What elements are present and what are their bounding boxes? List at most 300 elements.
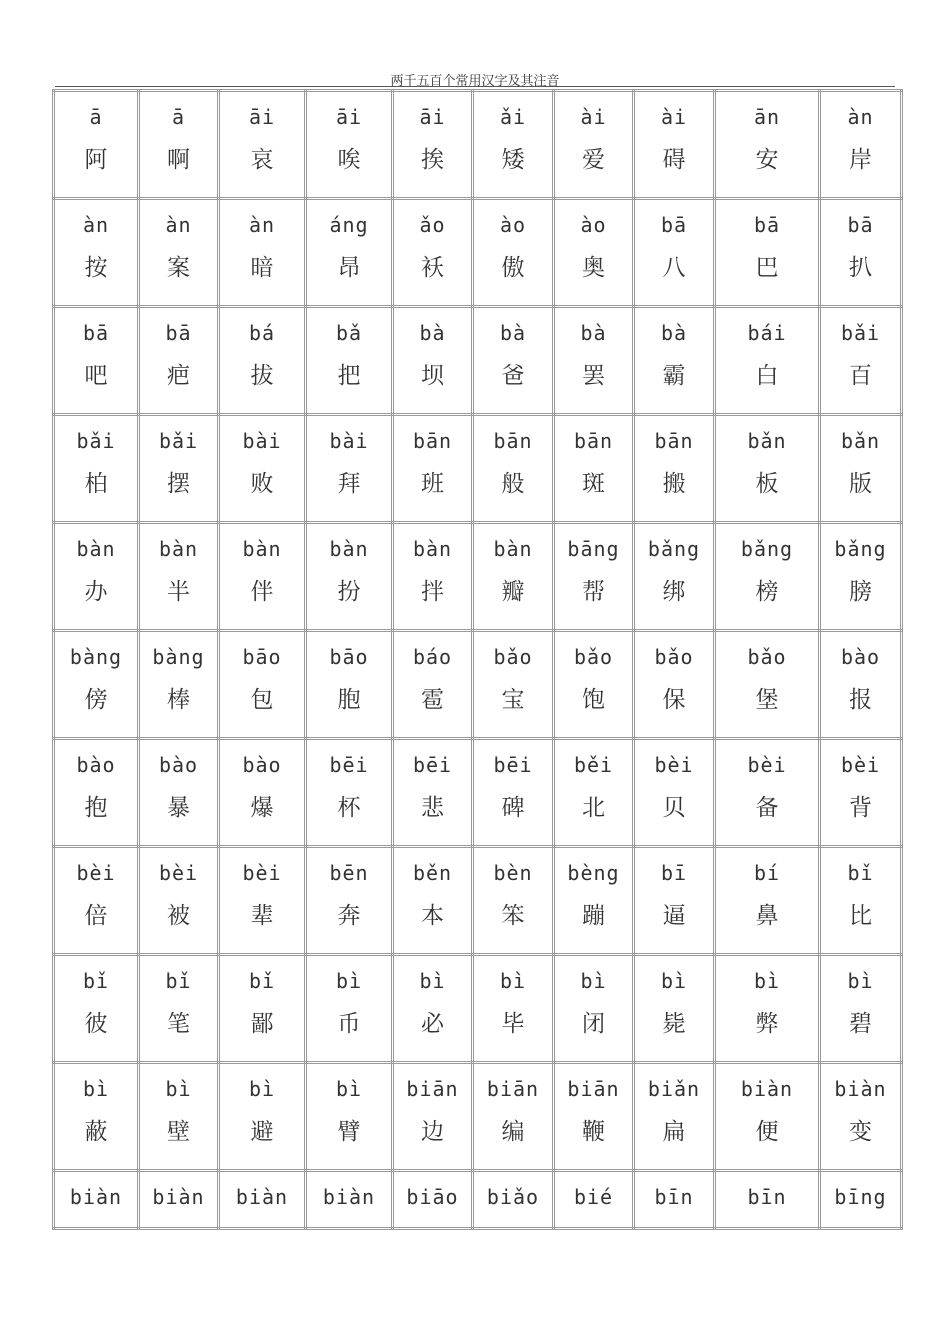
- pinyin-label: bì: [82, 1077, 110, 1101]
- pinyin-label: áng: [329, 213, 369, 237]
- pinyin-label: biāo: [406, 1185, 459, 1209]
- pinyin-label: bì: [499, 969, 527, 993]
- char-cell: [54, 415, 139, 523]
- char-cell: [554, 1063, 634, 1171]
- hanzi-character: 吧: [84, 363, 108, 389]
- pinyin-label: ào: [580, 213, 607, 237]
- pinyin-label: bèi: [747, 753, 787, 777]
- pinyin-label: běn: [412, 861, 453, 885]
- char-cell: [139, 91, 219, 199]
- pinyin-label: běi: [573, 753, 614, 777]
- char-cell: [139, 415, 219, 523]
- char-cell: [820, 91, 902, 199]
- hanzi-character: 北: [582, 795, 605, 821]
- hanzi-character: 瓣: [501, 579, 525, 605]
- hanzi-character: 蹦: [582, 903, 605, 929]
- hanzi-character: 碑: [501, 795, 525, 821]
- page-title: 两千五百个常用汉字及其注音: [390, 74, 560, 89]
- char-cell: [473, 955, 554, 1063]
- pinyin-label: bì: [335, 969, 363, 993]
- hanzi-character: 堡: [755, 687, 779, 713]
- hanzi-character: 碍: [662, 147, 686, 173]
- pinyin-label: biǎn: [647, 1077, 701, 1101]
- pinyin-label: bàng: [152, 645, 205, 669]
- char-cell: [219, 523, 306, 631]
- char-cell: [473, 523, 554, 631]
- pinyin-label: bài: [242, 429, 282, 453]
- char-cell: [306, 631, 393, 739]
- pinyin-label: bàn: [158, 537, 199, 561]
- char-cell: [473, 1063, 554, 1171]
- pinyin-label: bà: [660, 321, 688, 345]
- pinyin-label: bǐ: [248, 969, 276, 993]
- char-cell: [820, 307, 902, 415]
- pinyin-label: bǎo: [573, 645, 614, 669]
- pinyin-label: bèi: [76, 861, 116, 885]
- char-cell: [54, 739, 139, 847]
- char-cell: [139, 631, 219, 739]
- table-row: [54, 415, 902, 523]
- hanzi-character: 雹: [421, 687, 444, 713]
- hanzi-character: 拔: [250, 363, 274, 389]
- char-cell: [393, 1171, 473, 1229]
- hanzi-character: 疤: [167, 363, 190, 389]
- pinyin-label: àn: [248, 213, 276, 237]
- pinyin-label: bì: [419, 969, 446, 993]
- pinyin-label: biān: [406, 1077, 459, 1101]
- pinyin-label: bān: [493, 429, 533, 453]
- char-cell: [820, 631, 902, 739]
- pinyin-label: bàn: [76, 537, 116, 561]
- char-cell: [634, 847, 715, 955]
- pinyin-label: àn: [82, 213, 110, 237]
- pinyin-label: bāng: [567, 537, 620, 561]
- hanzi-character: 袄: [421, 255, 444, 281]
- char-cell: [554, 307, 634, 415]
- pinyin-label: bèi: [242, 861, 282, 885]
- hanzi-character: 碧: [849, 1011, 872, 1037]
- char-cell: [306, 523, 393, 631]
- hanzi-character: 罢: [582, 363, 605, 389]
- hanzi-character: 绑: [662, 579, 686, 605]
- pinyin-label: bāo: [329, 645, 369, 669]
- pinyin-label: bàn: [493, 537, 533, 561]
- char-cell: [554, 523, 634, 631]
- hanzi-character: 坝: [421, 363, 444, 389]
- char-cell: [54, 955, 139, 1063]
- char-cell: [306, 1171, 393, 1229]
- pinyin-label: biàn: [834, 1077, 887, 1101]
- char-cell: [715, 1063, 820, 1171]
- pinyin-label: ài: [580, 105, 607, 129]
- char-cell: [54, 631, 139, 739]
- hanzi-character: 杯: [337, 795, 361, 821]
- table-row: [54, 91, 902, 199]
- char-cell: [139, 307, 219, 415]
- char-cell: [219, 307, 306, 415]
- pinyin-label: bǎng: [740, 537, 794, 561]
- char-cell: [306, 415, 393, 523]
- hanzi-character: 挨: [421, 147, 444, 173]
- hanzi-character: 臂: [337, 1119, 361, 1145]
- char-cell: [473, 307, 554, 415]
- hanzi-character: 便: [755, 1119, 779, 1145]
- char-cell: [219, 847, 306, 955]
- char-cell: [393, 847, 473, 955]
- char-cell: [554, 91, 634, 199]
- hanzi-character: 悲: [421, 795, 444, 821]
- char-cell: [219, 739, 306, 847]
- pinyin-label: bái: [747, 321, 787, 345]
- char-cell: [54, 1063, 139, 1171]
- hanzi-character: 奥: [582, 255, 605, 281]
- hanzi-character: 安: [755, 147, 779, 173]
- hanzi-character: 宝: [501, 687, 525, 713]
- pinyin-label: ā: [171, 105, 186, 129]
- char-cell: [715, 631, 820, 739]
- hanzi-character: 比: [849, 903, 872, 929]
- pinyin-label: biān: [486, 1077, 540, 1101]
- pinyin-label: bīng: [834, 1185, 887, 1209]
- char-cell: [393, 415, 473, 523]
- pinyin-label: bì: [248, 1077, 276, 1101]
- pinyin-label: bì: [580, 969, 607, 993]
- pinyin-label: ǎo: [419, 213, 446, 237]
- hanzi-character: 八: [662, 255, 686, 281]
- pinyin-label: bà: [499, 321, 527, 345]
- pinyin-label: bā: [847, 213, 874, 237]
- hanzi-character: 般: [501, 471, 525, 497]
- table-row: [54, 1063, 902, 1171]
- pinyin-label: bàn: [329, 537, 369, 561]
- pinyin-label: bǎng: [647, 537, 701, 561]
- char-cell: [54, 91, 139, 199]
- pinyin-label: bèi: [158, 861, 199, 885]
- char-cell: [634, 631, 715, 739]
- hanzi-character: 摆: [167, 471, 190, 497]
- char-cell: [554, 955, 634, 1063]
- pinyin-label: bān: [412, 429, 453, 453]
- char-cell: [715, 91, 820, 199]
- hanzi-character: 版: [849, 471, 872, 497]
- hanzi-character: 拜: [337, 471, 361, 497]
- char-cell: [820, 523, 902, 631]
- char-cell: [634, 1063, 715, 1171]
- pinyin-label: bì: [335, 1077, 363, 1101]
- pinyin-label: bǎi: [840, 321, 881, 345]
- pinyin-label: āi: [335, 105, 363, 129]
- hanzi-character: 哀: [250, 147, 274, 173]
- pinyin-label: bīn: [654, 1185, 694, 1209]
- char-cell: [306, 199, 393, 307]
- pinyin-label: bǐ: [82, 969, 110, 993]
- hanzi-character: 膀: [849, 579, 872, 605]
- hanzi-character: 奔: [337, 903, 361, 929]
- hanzi-character: 逼: [662, 903, 686, 929]
- char-cell: [634, 955, 715, 1063]
- char-cell: [715, 307, 820, 415]
- char-cell: [306, 955, 393, 1063]
- char-cell: [393, 955, 473, 1063]
- char-cell: [473, 1171, 554, 1229]
- hanzi-character: 败: [250, 471, 274, 497]
- char-cell: [306, 307, 393, 415]
- char-cell: [139, 1171, 219, 1229]
- pinyin-label: bì: [660, 969, 688, 993]
- char-cell: [715, 739, 820, 847]
- char-cell: [306, 847, 393, 955]
- pinyin-label: bǎi: [76, 429, 116, 453]
- char-cell: [820, 415, 902, 523]
- hanzi-character: 饱: [582, 687, 605, 713]
- table-row: [54, 631, 902, 739]
- char-cell: [54, 1171, 139, 1229]
- char-cell: [54, 199, 139, 307]
- pinyin-label: biàn: [322, 1185, 376, 1209]
- char-cell: [634, 307, 715, 415]
- pinyin-label: bào: [242, 753, 282, 777]
- char-cell: [393, 199, 473, 307]
- hanzi-character: 弊: [755, 1011, 779, 1037]
- pinyin-label: báo: [412, 645, 453, 669]
- pinyin-label: biǎo: [486, 1185, 540, 1209]
- char-cell: [820, 1171, 902, 1229]
- table-row: [54, 1171, 902, 1229]
- char-cell: [554, 631, 634, 739]
- char-cell: [473, 847, 554, 955]
- hanzi-character: 百: [849, 363, 872, 389]
- hanzi-character: 背: [849, 795, 872, 821]
- char-cell: [473, 91, 554, 199]
- pinyin-label: bā: [165, 321, 192, 345]
- hanzi-character: 必: [421, 1011, 444, 1037]
- hanzi-character: 贝: [662, 795, 686, 821]
- char-cell: [715, 199, 820, 307]
- hanzi-character: 傍: [84, 687, 108, 713]
- char-cell: [634, 739, 715, 847]
- char-cell: [393, 91, 473, 199]
- hanzi-character: 扮: [337, 579, 361, 605]
- char-cell: [554, 739, 634, 847]
- hanzi-character: 扁: [662, 1119, 686, 1145]
- pinyin-label: bàn: [412, 537, 453, 561]
- hanzi-character: 矮: [501, 147, 525, 173]
- hanzi-character: 拌: [421, 579, 444, 605]
- hanzi-character: 辈: [250, 903, 274, 929]
- pinyin-label: bēi: [412, 753, 453, 777]
- hanzi-character: 鄙: [250, 1011, 274, 1037]
- pinyin-label: bāo: [242, 645, 282, 669]
- hanzi-character: 帮: [582, 579, 605, 605]
- pinyin-label: bēi: [493, 753, 533, 777]
- hanzi-character: 笔: [167, 1011, 190, 1037]
- char-cell: [554, 1171, 634, 1229]
- pinyin-label: bàn: [242, 537, 282, 561]
- pinyin-label: bào: [840, 645, 881, 669]
- pinyin-label: bà: [419, 321, 446, 345]
- hanzi-character: 笨: [501, 903, 525, 929]
- char-cell: [54, 523, 139, 631]
- hanzi-character: 胞: [337, 687, 361, 713]
- char-cell: [306, 91, 393, 199]
- pinyin-label: biàn: [69, 1185, 123, 1209]
- hanzi-character: 板: [755, 471, 779, 497]
- pinyin-label: bǎo: [493, 645, 533, 669]
- table-row: [54, 199, 902, 307]
- hanzi-character: 班: [421, 471, 444, 497]
- char-cell: [820, 1063, 902, 1171]
- pinyin-label: bì: [753, 969, 781, 993]
- hanzi-character: 伴: [250, 579, 274, 605]
- char-cell: [634, 91, 715, 199]
- pinyin-label: bǎo: [654, 645, 694, 669]
- char-cell: [306, 739, 393, 847]
- table-row: [54, 523, 902, 631]
- hanzi-character: 啊: [167, 147, 190, 173]
- pinyin-label: ā: [89, 105, 103, 129]
- pinyin-label: bèng: [567, 861, 620, 885]
- hanzi-character: 避: [250, 1119, 274, 1145]
- pinyin-label: bīn: [747, 1185, 787, 1209]
- hanzi-character: 巴: [755, 255, 779, 281]
- pinyin-label: bǎng: [834, 537, 887, 561]
- char-cell: [634, 199, 715, 307]
- pinyin-label: bào: [158, 753, 199, 777]
- pinyin-label: àn: [165, 213, 192, 237]
- pinyin-label: biān: [567, 1077, 620, 1101]
- char-cell: [393, 631, 473, 739]
- pinyin-label: bǎn: [747, 429, 787, 453]
- char-cell: [820, 847, 902, 955]
- pinyin-label: bǎn: [840, 429, 881, 453]
- hanzi-character: 霸: [662, 363, 686, 389]
- char-cell: [219, 1063, 306, 1171]
- hanzi-character: 彼: [84, 1011, 108, 1037]
- char-cell: [473, 631, 554, 739]
- pinyin-label: bǎ: [335, 321, 363, 345]
- hanzi-character: 扒: [849, 255, 872, 281]
- char-cell: [554, 847, 634, 955]
- hanzi-character: 棒: [167, 687, 190, 713]
- pinyin-label: bì: [165, 1077, 192, 1101]
- hanzi-character: 阿: [84, 147, 108, 173]
- char-cell: [54, 307, 139, 415]
- hanzi-character: 白: [755, 363, 779, 389]
- table-row: [54, 739, 902, 847]
- char-cell: [219, 955, 306, 1063]
- char-cell: [393, 307, 473, 415]
- char-cell: [139, 1063, 219, 1171]
- pinyin-label: bī: [660, 861, 688, 885]
- pinyin-label: bá: [248, 321, 276, 345]
- char-cell: [393, 1063, 473, 1171]
- pinyin-label: bì: [847, 969, 874, 993]
- char-cell: [473, 739, 554, 847]
- char-cell: [473, 415, 554, 523]
- pinyin-label: bàng: [69, 645, 123, 669]
- char-cell: [820, 199, 902, 307]
- char-cell: [554, 415, 634, 523]
- hanzi-character: 抱: [84, 795, 108, 821]
- char-cell: [219, 91, 306, 199]
- char-cell: [715, 523, 820, 631]
- pinyin-character-table: [52, 89, 903, 1230]
- hanzi-character: 岸: [849, 147, 872, 173]
- pinyin-label: ǎi: [499, 105, 527, 129]
- hanzi-character: 暗: [250, 255, 274, 281]
- hanzi-character: 半: [167, 579, 190, 605]
- char-cell: [219, 1171, 306, 1229]
- hanzi-character: 柏: [84, 471, 108, 497]
- pinyin-label: àn: [847, 105, 874, 129]
- title-rule: [55, 86, 895, 87]
- hanzi-character: 暴: [167, 795, 190, 821]
- pinyin-label: ài: [660, 105, 688, 129]
- pinyin-label: bēn: [329, 861, 369, 885]
- pinyin-label: bài: [329, 429, 369, 453]
- table-row: [54, 847, 902, 955]
- char-cell: [139, 847, 219, 955]
- pinyin-label: bǎo: [747, 645, 787, 669]
- pinyin-label: bān: [573, 429, 614, 453]
- char-cell: [306, 1063, 393, 1171]
- pinyin-label: bā: [660, 213, 688, 237]
- char-cell: [715, 955, 820, 1063]
- hanzi-character: 鞭: [582, 1119, 605, 1145]
- hanzi-character: 鼻: [755, 903, 779, 929]
- char-cell: [634, 523, 715, 631]
- hanzi-character: 案: [167, 255, 190, 281]
- hanzi-character: 倍: [84, 903, 108, 929]
- hanzi-character: 爸: [501, 363, 525, 389]
- pinyin-label: bā: [753, 213, 781, 237]
- char-cell: [634, 1171, 715, 1229]
- char-cell: [473, 199, 554, 307]
- table-row: [54, 307, 902, 415]
- pinyin-label: āi: [248, 105, 276, 129]
- char-cell: [139, 955, 219, 1063]
- pinyin-label: bǐ: [847, 861, 874, 885]
- hanzi-character: 备: [755, 795, 779, 821]
- hanzi-character: 傲: [501, 255, 525, 281]
- pinyin-label: biàn: [235, 1185, 289, 1209]
- hanzi-character: 蔽: [84, 1119, 108, 1145]
- char-cell: [393, 523, 473, 631]
- hanzi-character: 编: [501, 1119, 525, 1145]
- pinyin-label: bèi: [654, 753, 694, 777]
- pinyin-label: bí: [753, 861, 781, 885]
- char-cell: [219, 199, 306, 307]
- pinyin-label: bié: [573, 1185, 614, 1209]
- hanzi-character: 闭: [582, 1011, 605, 1037]
- hanzi-character: 边: [421, 1119, 444, 1145]
- pinyin-label: bà: [580, 321, 607, 345]
- hanzi-character: 爱: [582, 147, 605, 173]
- char-cell: [820, 955, 902, 1063]
- pinyin-label: bā: [82, 321, 110, 345]
- table-row: [54, 955, 902, 1063]
- pinyin-label: biàn: [740, 1077, 794, 1101]
- pinyin-label: biàn: [152, 1185, 205, 1209]
- hanzi-character: 报: [849, 687, 872, 713]
- pinyin-label: ān: [753, 105, 781, 129]
- pinyin-label: bēi: [329, 753, 369, 777]
- char-cell: [634, 415, 715, 523]
- char-cell: [554, 199, 634, 307]
- char-cell: [54, 847, 139, 955]
- char-cell: [219, 415, 306, 523]
- char-cell: [393, 739, 473, 847]
